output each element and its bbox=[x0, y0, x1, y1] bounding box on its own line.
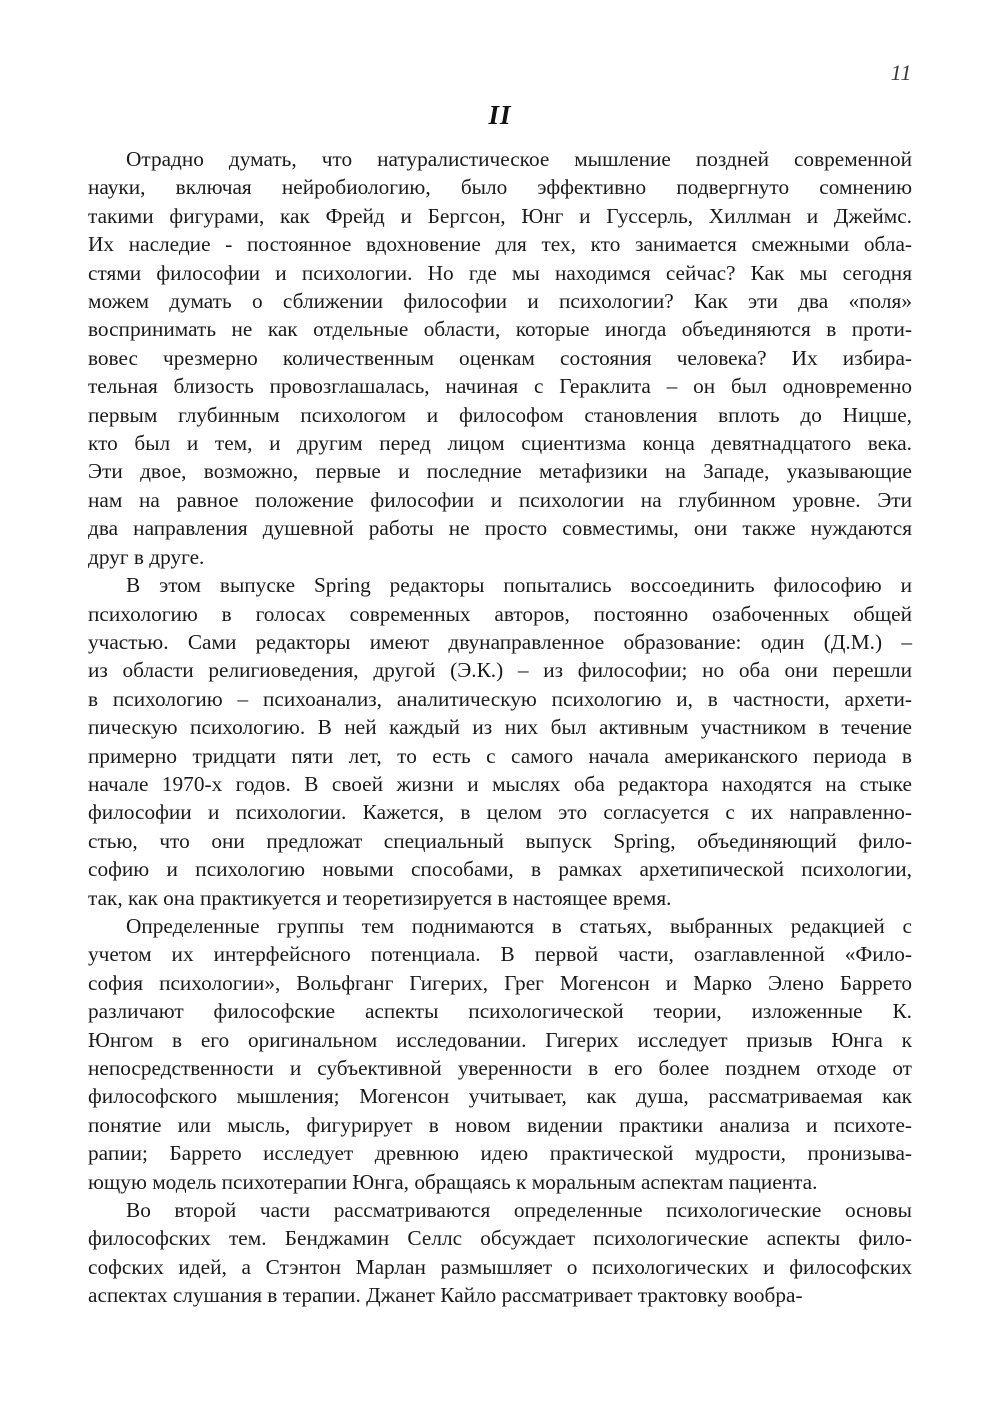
text-line: вовес чрезмерно количественным оценкам состояния человека? Их избира- bbox=[88, 345, 912, 370]
text-line: ющую модель психотерапии Юнга, обращаясь к моральным аспектам пациента. bbox=[88, 1169, 818, 1194]
text-line: Отрадно думать, что натуралистическое мышление поздней современной bbox=[126, 147, 912, 171]
text-line: Эти двое, возможно, первые и последние метафизики на Западе, указывающие bbox=[88, 459, 912, 484]
text-line: науки, включая нейробиологию, было эффективно подвергнуто сомнению bbox=[88, 175, 912, 200]
text-line: Их наследие - постоянное вдохновение для тех, кто занимается смежными обла- bbox=[88, 232, 912, 257]
text-line: два направления душевной работы не просто совместимы, они также нуждаются bbox=[88, 516, 912, 541]
page-folio: 11 bbox=[890, 60, 912, 85]
text-line: такими фигурами, как Фрейд и Бергсон, Юнг и Гуссерль, Хиллман и Джеймс. bbox=[88, 203, 912, 228]
text-line: друг в друге. bbox=[88, 544, 205, 569]
text-line: тельная близость провозглашалась, начиная с Гераклита – он был одновременно bbox=[88, 374, 912, 399]
text-line: начале 1970-х годов. В своей жизни и мыслях оба редактора находятся на стыке bbox=[88, 771, 912, 796]
body-paragraph bbox=[88, 912, 912, 1196]
text-line: софских идей, а Стэнтон Марлан размышляет о психологических и философских bbox=[88, 1254, 912, 1279]
text-line: софию и психологию новыми способами, в рамках архетипической психологии, bbox=[88, 857, 912, 882]
text-line: первым глубинным психологом и философом становления вплоть до Ницше, bbox=[88, 402, 912, 427]
text-line: воспринимать не как отдельные области, которые иногда объединяются в проти- bbox=[88, 317, 912, 342]
text-line: философии и психологии. Кажется, в целом это согласуется с их направленно- bbox=[88, 800, 912, 825]
text-line: философских тем. Бенджамин Селлс обсуждает психологические аспекты фило- bbox=[88, 1226, 912, 1251]
text-line: философского мышления; Могенсон учитывает, как душа, рассматриваемая как bbox=[88, 1084, 912, 1109]
text-line: учетом их интерфейсного потенциала. В первой части, озаглавленной «Фило- bbox=[88, 942, 912, 967]
text-line: рапии; Баррето исследует древнюю идею практической мудрости, пронизыва- bbox=[88, 1141, 912, 1166]
section-number-heading: II bbox=[488, 100, 512, 130]
text-line: можем думать о сближении философии и психологии? Как эти два «поля» bbox=[88, 289, 912, 314]
text-line: пическую психологию. В ней каждый из них был активным участником в течение bbox=[88, 715, 912, 740]
text-line: Юнгом в его оригинальном исследовании. Гигерих исследует призыв Юнга к bbox=[88, 1027, 912, 1052]
text-line: различают философские аспекты психологической теории, изложенные К. bbox=[88, 999, 912, 1024]
text-line: нам на равное положение философии и психологии на глубинном уровне. Эти bbox=[88, 487, 912, 512]
text-line: В этом выпуске Spring редакторы попытались воссоединить философию и bbox=[126, 573, 912, 598]
text-line: Во второй части рассматриваются определенные психологические основы bbox=[126, 1198, 912, 1223]
text-line: участью. Сами редакторы имеют двунаправленное образование: один (Д.М.) – bbox=[88, 629, 912, 654]
text-line: непосредственности и субъективной уверенности в его более позднем отходе от bbox=[88, 1056, 912, 1080]
body-paragraph bbox=[88, 145, 912, 571]
body-paragraph bbox=[88, 1196, 912, 1310]
body-paragraph bbox=[88, 571, 912, 912]
text-line: из области религиоведения, другой (Э.К.) – из философии; но оба они перешли bbox=[88, 658, 912, 683]
body-text-column bbox=[88, 145, 912, 1310]
text-line: стями философии и психологии. Но где мы находимся сейчас? Как мы сегодня bbox=[88, 260, 912, 285]
text-line: психологию в голосах современных авторов, постоянно озабоченных общей bbox=[88, 601, 912, 626]
text-line: софия психологии», Вольфганг Гигерих, Грег Могенсон и Марко Элено Баррето bbox=[88, 970, 912, 995]
text-line: аспектах слушания в терапии. Джанет Кайло рассматривает трактовку вообра- bbox=[88, 1283, 803, 1308]
text-line: в психологию – психоанализ, аналитическую психологию и, в частности, архети- bbox=[88, 686, 912, 711]
text-line: стью, что они предложат специальный выпуск Spring, объединяющий фило- bbox=[88, 828, 912, 853]
text-line: так, как она практикуется и теоретизируется в настоящее время. bbox=[88, 885, 672, 910]
text-line: примерно тридцати пяти лет, то есть с самого начала американского периода в bbox=[88, 743, 912, 768]
text-line: Определенные группы тем поднимаются в статьях, выбранных редакцией с bbox=[126, 913, 912, 938]
text-line: понятие или мысль, фигурирует в новом видении практики анализа и психоте- bbox=[88, 1112, 912, 1137]
text-line: кто был и тем, и другим перед лицом сциентизма конца девятнадцатого века. bbox=[88, 431, 912, 456]
